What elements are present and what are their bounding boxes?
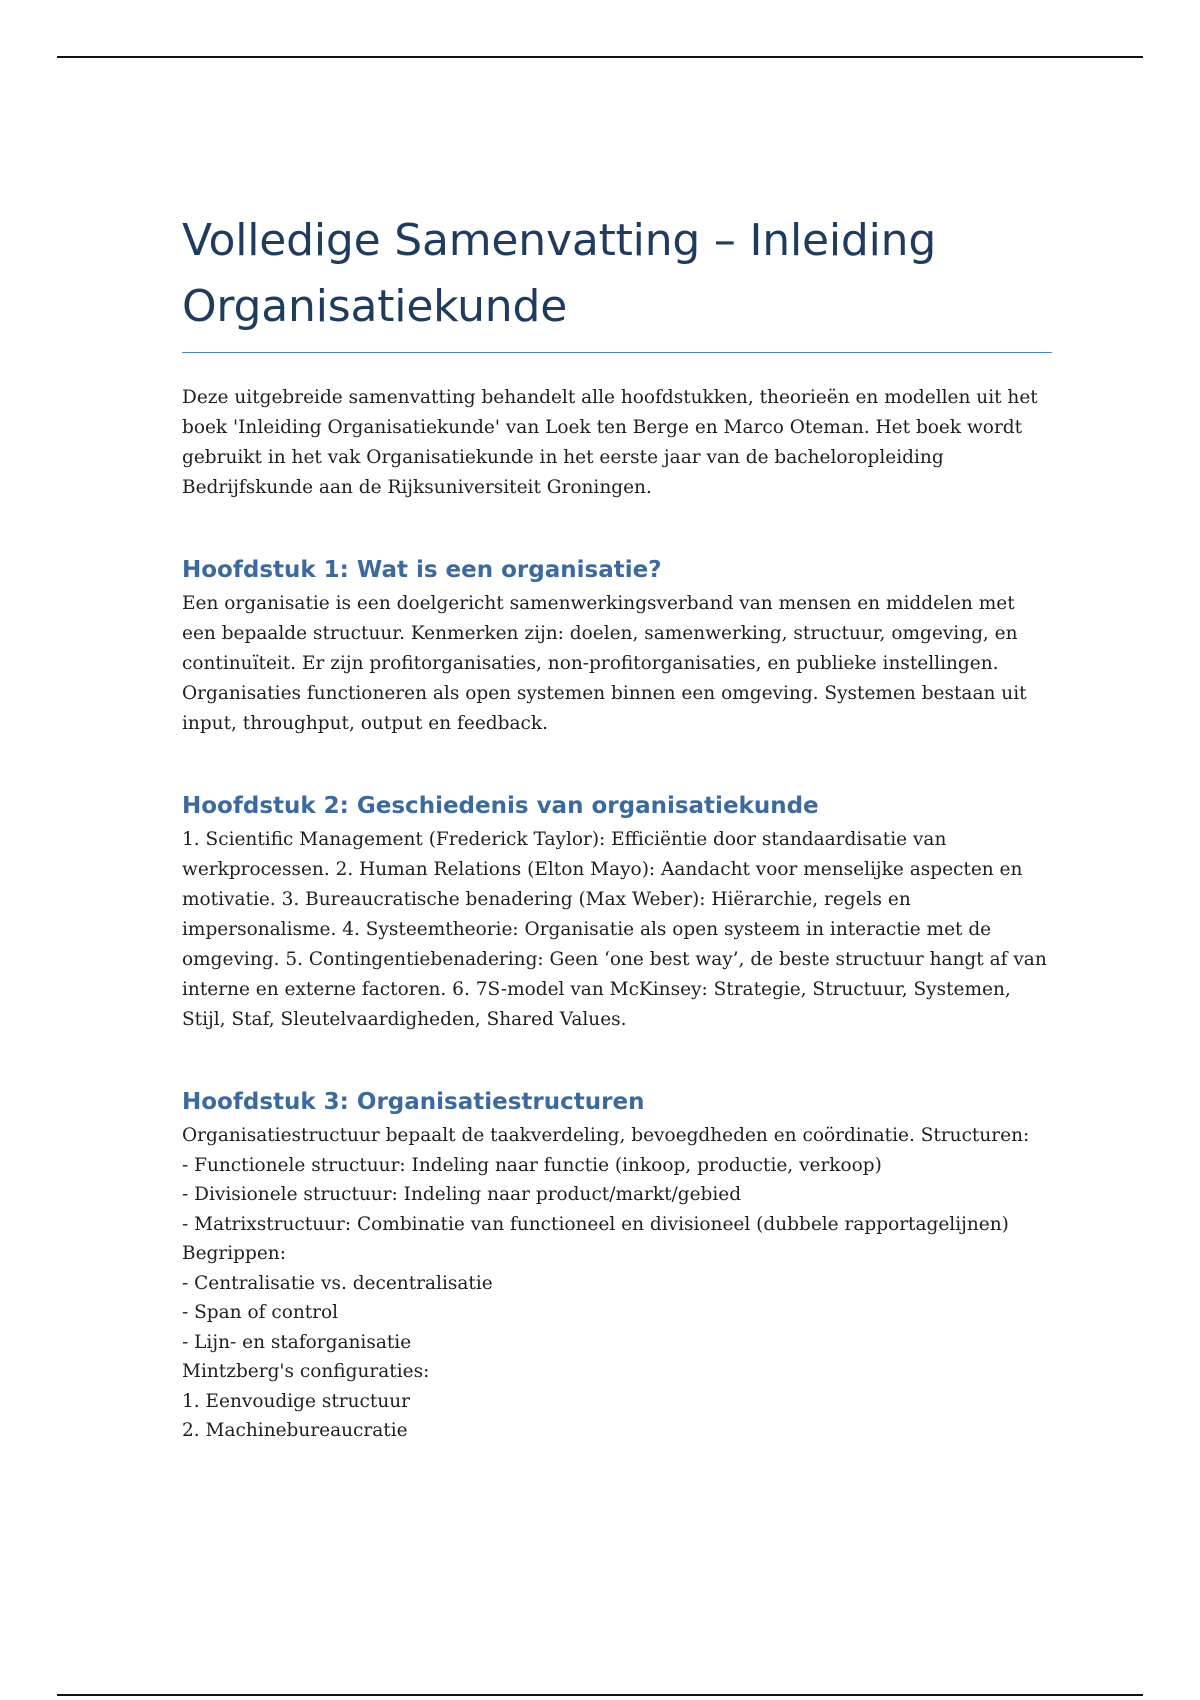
- intro-paragraph: Deze uitgebreide samenvatting behandelt alle hoofdstukken, theorieën en modellen uit het boek 'Inleiding Organisatiekunde' van Loek ten Berge en Marco Oteman. Het boek wordt gebruikt in het vak Organisatiekunde in het eerste jaar van de bacheloropleiding Bedrijfskunde aan de Rijksuniversiteit Groningen.: [182, 387, 1038, 498]
- chapter-2-heading: Hoofdstuk 2: Geschiedenis van organisatiekunde: [182, 793, 819, 819]
- chapter-3-line: - Divisionele structuur: Indeling naar product/markt/gebied: [182, 1184, 742, 1205]
- chapter-3-section: [182, 1087, 1052, 1446]
- chapter-1-heading: Hoofdstuk 1: Wat is een organisatie?: [182, 557, 662, 583]
- chapter-3-body: [182, 1121, 1052, 1446]
- page-bottom-rule: [57, 1694, 1143, 1696]
- chapter-3-line: 1. Eenvoudige structuur: [182, 1390, 410, 1412]
- chapter-3-line: 2. Machinebureaucratie: [182, 1420, 408, 1441]
- chapter-3-line: Mintzberg's configuraties:: [182, 1361, 430, 1382]
- chapter-3-heading: Hoofdstuk 3: Organisatiestructuren: [182, 1089, 645, 1115]
- document-page: [182, 208, 1052, 1446]
- chapter-3-line: - Functionele structuur: Indeling naar functie (inkoop, productie, verkoop): [182, 1154, 882, 1176]
- chapter-2-body: 1. Scientific Management (Frederick Taylor): Efficiëntie door standaardisatie van werkprocessen. 2. Human Relations (Elton Mayo): Aandacht voor menselijke aspecten en motivatie. 3. Bureaucratische benadering (Max Weber): Hiërarchie, regels en impersonalisme. 4. Systeemtheorie: Organisatie als open systeem in interactie met de omgeving. 5. Contingentiebenadering: Geen ‘one best way’, de beste structuur hangt af van interne en externe factoren. 6. 7S-model van McKinsey: Strategie, Structuur, Systemen, Stijl, Staf, Sleutelvaardigheden, Shared Values.: [182, 829, 1047, 1030]
- chapter-3-line: - Matrixstructuur: Combinatie van functioneel en divisioneel (dubbele rapportagelijnen): [182, 1213, 1009, 1235]
- chapter-1-section: [182, 555, 1052, 739]
- chapter-3-line: Organisatiestructuur bepaalt de taakverdeling, bevoegdheden en coördinatie. Structuren:: [182, 1125, 1030, 1146]
- chapter-3-line: - Span of control: [182, 1302, 339, 1323]
- chapter-3-line: Begrippen:: [182, 1243, 286, 1264]
- chapter-2-section: [182, 791, 1052, 1035]
- chapter-3-line: - Centralisatie vs. decentralisatie: [182, 1272, 493, 1294]
- chapter-3-line: - Lijn- en staforganisatie: [182, 1331, 412, 1353]
- chapter-1-body: Een organisatie is een doelgericht samenwerkingsverband van mensen en middelen met een bepaalde structuur. Kenmerken zijn: doelen, samenwerking, structuur, omgeving, en continuïteit. Er zijn profitorganisaties, non-profitorganisaties, en publieke instellingen. Organisaties functioneren als open systemen binnen een omgeving. Systemen bestaan uit input, throughput, output en feedback.: [182, 593, 1027, 734]
- document-title: Volledige Samenvatting – Inleiding Organisatiekunde: [182, 208, 1052, 353]
- page-top-rule: [57, 56, 1143, 58]
